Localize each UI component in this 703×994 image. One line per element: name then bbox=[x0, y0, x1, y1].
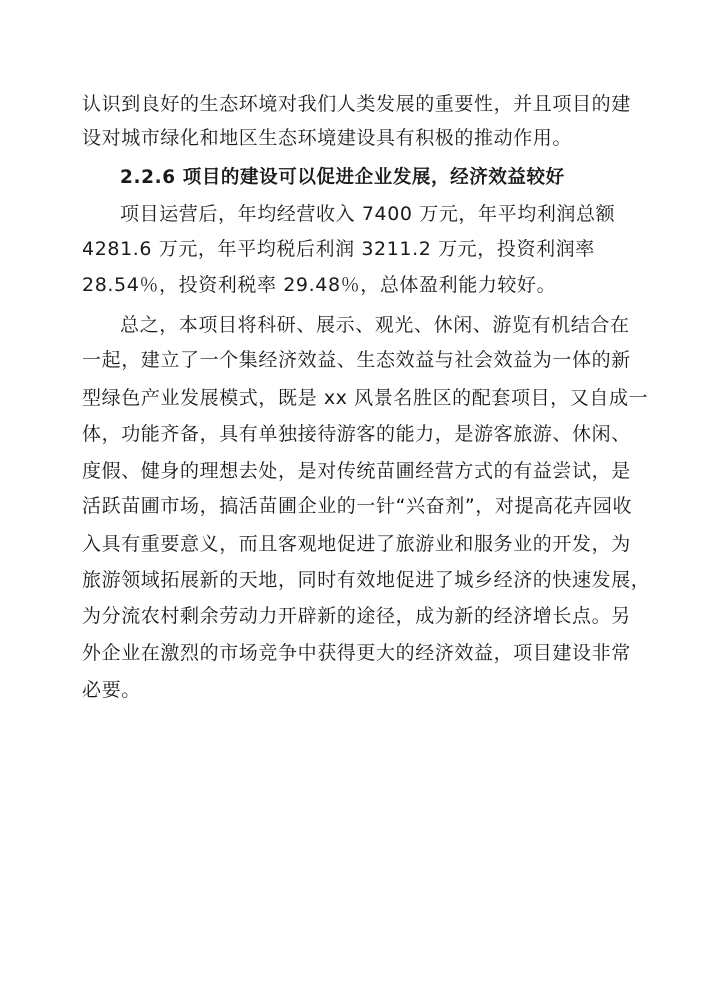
paragraph-line: 外企业在激烈的市场竞争中获得更大的经济效益，项目建设非常 bbox=[82, 642, 631, 664]
paragraph-line: 旅游领域拓展新的天地，同时有效地促进了城乡经济的快速发展， bbox=[82, 569, 651, 591]
paragraph-line: 总之，本项目将科研、展示、观光、休闲、游览有机结合在 bbox=[120, 314, 630, 336]
paragraph-line: 设对城市绿化和地区生态环境建设具有积极的推动作用。 bbox=[82, 127, 573, 149]
section-heading: 2.2.6 项目的建设可以促进企业发展，经济效益较好 bbox=[120, 167, 565, 188]
paragraph-line: 必要。 bbox=[82, 679, 141, 701]
paragraph-line: 为分流农村剩余劳动力开辟新的途径，成为新的经济增长点。另 bbox=[82, 605, 631, 627]
paragraph-line: 活跃苗圃市场，搞活苗圃企业的一针“兴奋剂”，对提高花卉园收 bbox=[82, 495, 633, 517]
paragraph-line: 体，功能齐备，具有单独接待游客的能力，是游客旅游、休闲、 bbox=[82, 423, 631, 445]
paragraph-line: 项目运营后，年均经营收入 7400 万元，年平均利润总额 bbox=[120, 203, 616, 225]
paragraph-line: 度假、健身的理想去处，是对传统苗圃经营方式的有益尝试，是 bbox=[82, 460, 631, 482]
paragraph-line: 型绿色产业发展模式，既是 xx 风景名胜区的配套项目，又自成一 bbox=[82, 387, 649, 409]
paragraph-line: 4281.6 万元，年平均税后利润 3211.2 万元，投资利润率 bbox=[82, 238, 595, 260]
paragraph-line: 一起，建立了一个集经济效益、生态效益与社会效益为一体的新 bbox=[82, 349, 631, 371]
paragraph-line: 入具有重要意义，而且客观地促进了旅游业和服务业的开发，为 bbox=[82, 533, 631, 555]
paragraph-line: 认识到良好的生态环境对我们人类发展的重要性，并且项目的建 bbox=[82, 93, 631, 115]
paragraph-line: 28.54％，投资利税率 29.48％，总体盈利能力较好。 bbox=[82, 274, 557, 296]
